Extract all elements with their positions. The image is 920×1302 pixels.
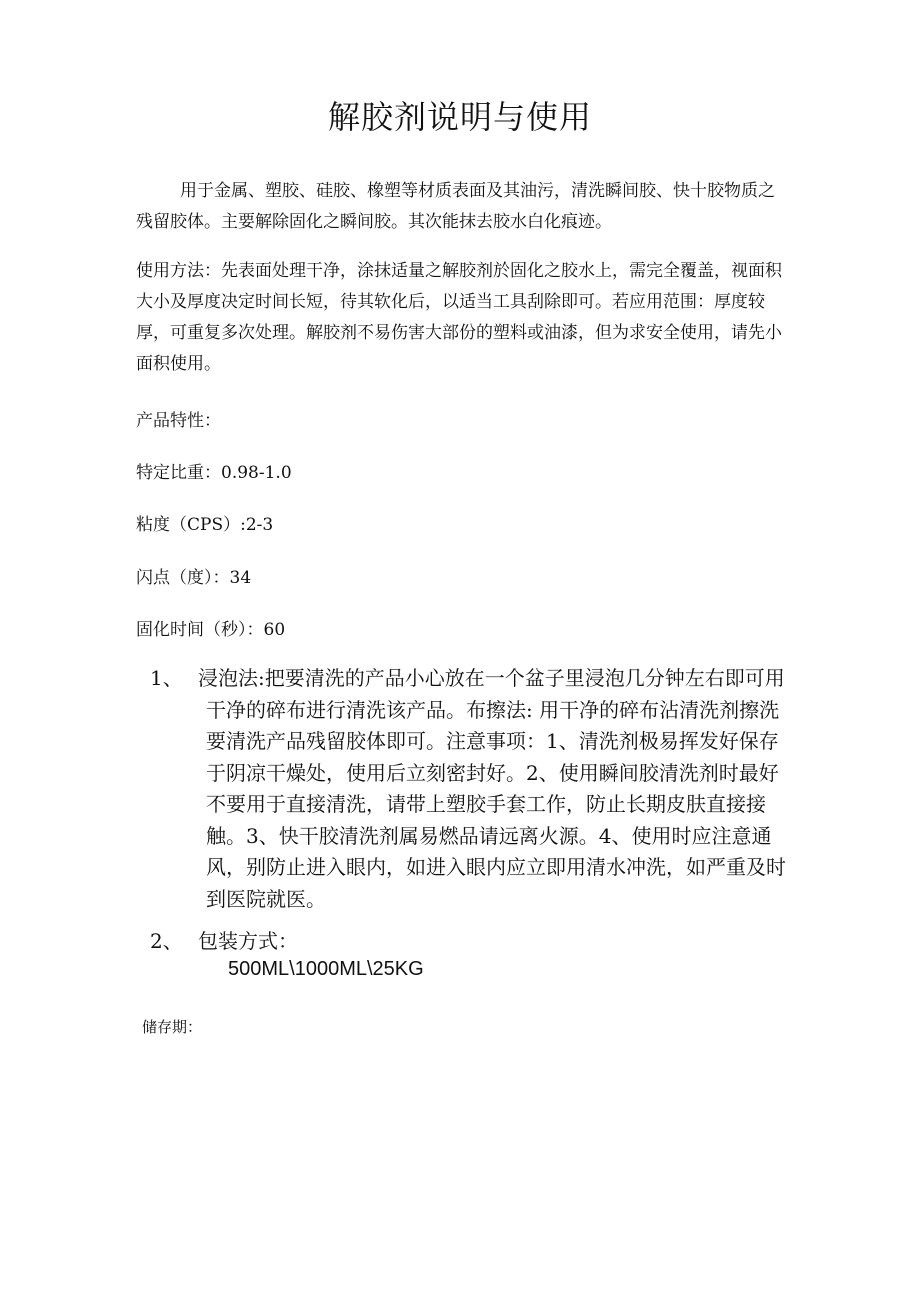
cure-time: 固化时间（秒）：60 [136,620,286,640]
intro-paragraph: 用于金属、塑胶、硅胶、橡塑等材质表面及其油污，清洗瞬间胶、快十胶物质之残留胶体。主要解除固化之瞬间胶。其次能抹去胶水白化痕迹。 [136,181,775,232]
list-number: 1、 [150,666,183,690]
list-text: 包装方式： [198,929,298,953]
specific-gravity: 特定比重：0.98-1.0 [136,463,292,483]
packaging-sizes: 500ML\1000ML\25KG [228,958,424,980]
list-text: 浸泡法:把要清洗的产品小心放在一个盆子里浸泡几分钟左右即可用干净的碎布进行清洗该产品。布擦法: 用干净的碎布沾清洗剂擦洗要清洗产品残留胶体即可。注意事项：1、清洗剂极易挥发好保存于阴凉干燥处，使用后立刻密封好。2、使用瞬间胶清洗剂时最好不要用于直接清洗，请带上塑胶手套工作，防止长期皮肤直接接触。3、快干胶清洗剂属易燃品请远离火源。4、使用时应注意通风，别防止进入眼内，如进入眼内应立即用清水冲洗，如严重及时到医院就医。 [198,666,786,911]
flash-point: 闪点（度）：34 [136,568,252,588]
viscosity: 粘度（CPS）:2-3 [136,515,274,535]
properties-heading: 产品特性： [136,411,221,431]
document-title: 解胶剂说明与使用 [327,98,592,136]
storage-label: 储存期： [142,1018,203,1036]
list-number: 2、 [150,929,183,953]
usage-paragraph: 使用方法：先表面处理干净，涂抹适量之解胶剂於固化之胶水上，需完全覆盖，视面积大小及厚度决定时间长短，待其软化后，以适当工具刮除即可。若应用范围：厚度较厚，可重复多次处理。解胶剂不易伤害大部份的塑料或油漆，但为求安全使用，请先小面积使用。 [136,261,782,374]
